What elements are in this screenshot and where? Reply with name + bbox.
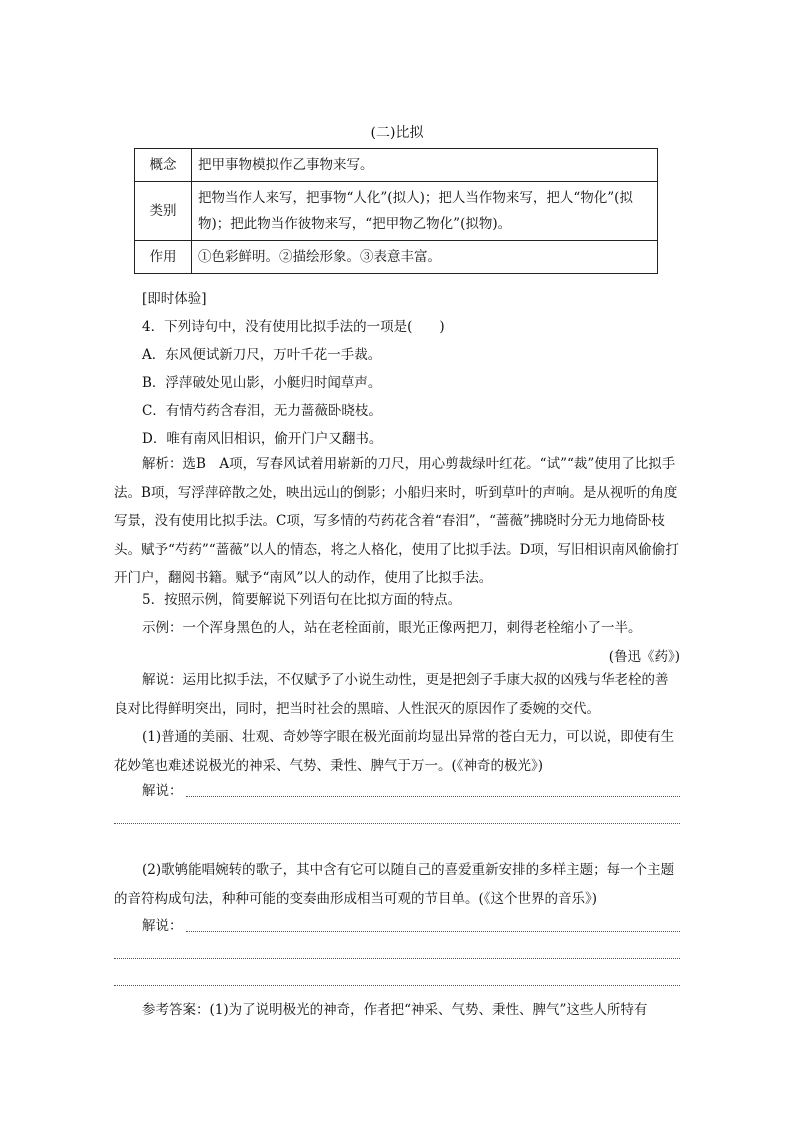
practice-heading: [即时体验] — [142, 291, 207, 307]
answer-line — [186, 796, 680, 797]
example-analysis: 解说：运用比拟手法，不仅赋予了小说生动性，更是把刽子手康大叔的凶残与华老栓的善良对比得鲜明突出，同时，把当时社会的黑暗、人性泯灭的原因作了委婉的交代。 — [114, 672, 669, 717]
answer-line — [114, 823, 680, 824]
row-label: 作用 — [135, 241, 192, 274]
row-label: 类别 — [135, 182, 192, 241]
option-b: B．浮萍破处见山影，小艇归时闻草声。 — [142, 375, 382, 391]
option-c: C．有情芍药含春泪，无力蔷薇卧晓枝。 — [142, 403, 382, 419]
table-row — [135, 182, 658, 241]
question-5-stem: 5．按照示例，简要解说下列语句在比拟方面的特点。 — [142, 592, 462, 608]
item-1: (1)普通的美丽、壮观、奇妙等字眼在极光面前均显出异常的苍白无力，可以说，即使有生花妙笔也难述说极光的神采、气势、秉性、脾气于万一。(《神奇的极光》) — [114, 729, 675, 774]
table-row — [135, 149, 658, 182]
item-2: (2)歌鸲能唱婉转的歌子，其中含有它可以随自己的喜爱重新安排的多样主题；每一个主题的音符构成句法，种种可能的变奏曲形成相当可观的节目单。(《这个世界的音乐》) — [114, 862, 675, 907]
answer-line — [186, 931, 680, 932]
section-title: (二)比拟 — [370, 125, 424, 141]
question-4-analysis: 解析：选B A项，写春风试着用崭新的刀尺，用心剪裁绿叶红花。“试”“裁”使用了比拟手法。B项，写浮萍碎散之处，映出远山的倒影；小船归来时，听到草叶的声响。是从视听的角度写景，没有使用比拟手法。C项，写多情的芍药花含着“春泪”，“蔷薇”拂晓时分无力地倚卧枝头。赋予“芍药”“蔷薇”以人的情态，将之人格化，使用了比拟手法。D项，写旧相识南风偷偷打开门户，翻阅书籍。赋予“南风”以人的动作，使用了比拟手法。 — [114, 456, 679, 586]
option-a: A．东风便试新刀尺，万叶千花一手裁。 — [142, 347, 382, 363]
reference-answer: 参考答案：(1)为了说明极光的神奇，作者把“神采、气势、秉性、脾气”这些人所特有 — [142, 1002, 648, 1018]
row-content: ①色彩鲜明。②描绘形象。③表意丰富。 — [192, 241, 658, 274]
answer-line — [114, 985, 680, 986]
concept-table — [134, 148, 658, 274]
option-d: D．唯有南风旧相识，偷开门户又翻书。 — [142, 431, 383, 447]
answer-label-1: 解说： — [142, 783, 183, 799]
row-label: 概念 — [135, 149, 192, 182]
example-source: (鲁迅《药》) — [608, 649, 680, 665]
example-sentence: 示例：一个浑身黑色的人，站在老栓面前，眼光正像两把刀，刺得老栓缩小了一半。 — [142, 620, 642, 636]
table-row — [135, 241, 658, 274]
answer-line — [114, 958, 680, 959]
row-content: 把甲事物模拟作乙事物来写。 — [192, 149, 658, 182]
question-4-stem: 4．下列诗句中，没有使用比拟手法的一项是( ) — [142, 319, 445, 335]
answer-label-2: 解说： — [142, 918, 183, 934]
row-content: 把物当作人来写，把事物“人化”(拟人)；把人当作物来写，把人“物化”(拟物)；把此物当作彼物来写，“把甲物乙物化”(拟物)。 — [192, 182, 658, 241]
